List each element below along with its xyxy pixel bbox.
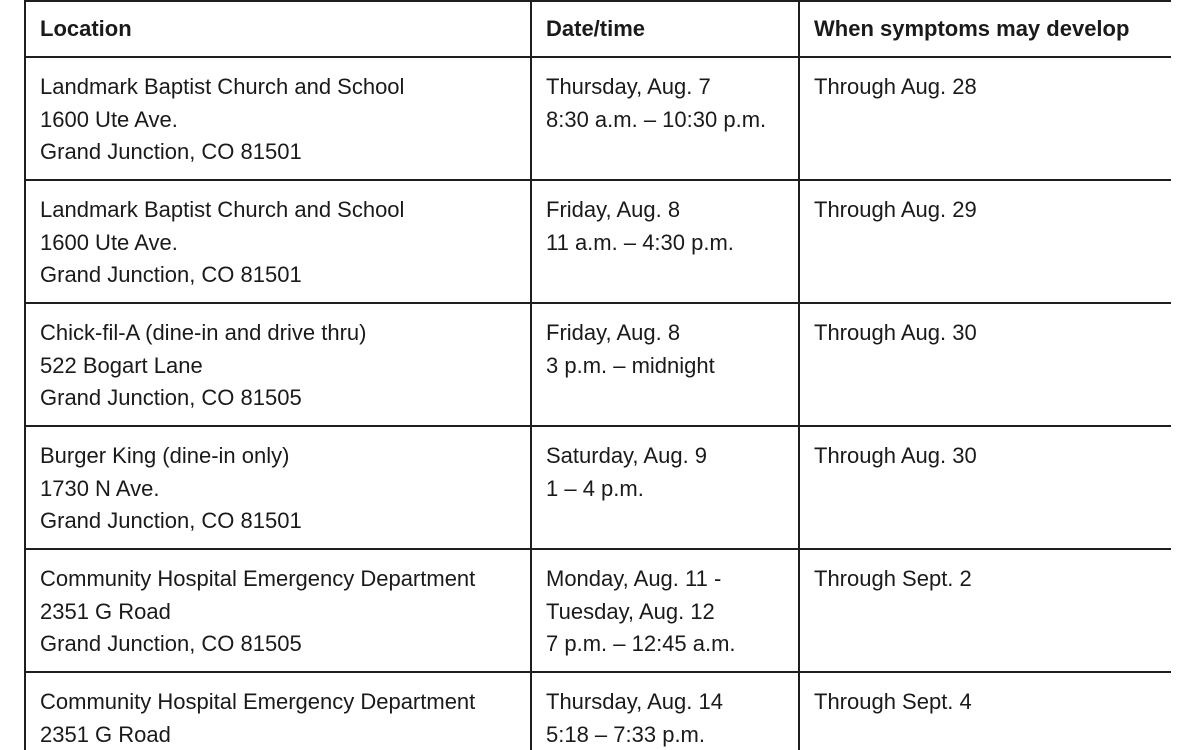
- header-datetime: Date/time: [531, 1, 799, 57]
- cell-datetime: [531, 180, 799, 303]
- table-row: [25, 303, 1171, 426]
- cell-location: [25, 57, 531, 180]
- cell-datetime-line: 1 – 4 p.m.: [546, 475, 644, 501]
- cell-datetime-line: 5:18 – 7:33 p.m.: [546, 721, 705, 747]
- cell-symptoms: [799, 303, 1171, 426]
- cell-datetime-line: Saturday, Aug. 9: [546, 443, 708, 468]
- cell-location-line: 1600 Ute Ave.: [40, 106, 178, 132]
- table-row: [25, 672, 1171, 750]
- cell-datetime-line: Thursday, Aug. 7: [546, 74, 711, 99]
- cell-datetime: [531, 549, 799, 672]
- cell-location-line: Grand Junction, CO 81501: [40, 508, 302, 533]
- table-row: [25, 549, 1171, 672]
- cell-datetime: [531, 57, 799, 180]
- cell-symptoms-text: Through Aug. 28: [814, 74, 977, 99]
- table-header-row: [25, 1, 1171, 57]
- cell-datetime: [531, 303, 799, 426]
- header-symptoms: When symptoms may develop: [799, 1, 1171, 57]
- cell-location-line: 2351 G Road: [40, 721, 171, 747]
- cell-location-line: 1600 Ute Ave.: [40, 229, 178, 255]
- cell-location-line: Grand Junction, CO 81505: [40, 385, 302, 410]
- cell-location-line: Landmark Baptist Church and School: [40, 197, 405, 222]
- cell-symptoms-text: Through Aug. 30: [814, 443, 977, 468]
- cell-location-line: Burger King (dine-in only): [40, 443, 290, 468]
- cell-location: [25, 426, 531, 549]
- cell-location-line: 2351 G Road: [40, 598, 171, 624]
- cell-datetime-line: 7 p.m. – 12:45 a.m.: [546, 631, 736, 656]
- cell-symptoms: [799, 672, 1171, 750]
- exposure-table-container: [24, 0, 1171, 750]
- cell-location-line: Grand Junction, CO 81505: [40, 631, 302, 656]
- header-location: Location: [25, 1, 531, 57]
- cell-datetime-line: Tuesday, Aug. 12: [546, 598, 715, 624]
- table-body: [25, 57, 1171, 750]
- cell-symptoms-text: Through Aug. 30: [814, 320, 977, 345]
- cell-location-line: 1730 N Ave.: [40, 475, 160, 501]
- cell-location-line: Community Hospital Emergency Department: [40, 689, 476, 714]
- cell-symptoms-text: Through Sept. 4: [814, 689, 972, 714]
- cell-location: [25, 549, 531, 672]
- exposure-locations-table: [24, 0, 1171, 750]
- cell-location: [25, 303, 531, 426]
- cell-location-line: Landmark Baptist Church and School: [40, 74, 405, 99]
- cell-symptoms-text: Through Aug. 29: [814, 197, 977, 222]
- cell-location-line: Chick-fil-A (dine-in and drive thru): [40, 320, 367, 345]
- cell-symptoms: [799, 57, 1171, 180]
- table-row: [25, 426, 1171, 549]
- cell-datetime-line: 8:30 a.m. – 10:30 p.m.: [546, 106, 767, 132]
- cell-location-line: Community Hospital Emergency Department: [40, 566, 476, 591]
- table-row: [25, 57, 1171, 180]
- cell-datetime-line: Monday, Aug. 11 -: [546, 566, 722, 591]
- cell-datetime-line: Friday, Aug. 8: [546, 197, 681, 222]
- cell-datetime-line: 11 a.m. – 4:30 p.m.: [546, 229, 734, 255]
- cell-location: [25, 672, 531, 750]
- table-row: [25, 180, 1171, 303]
- cell-location-line: 522 Bogart Lane: [40, 352, 203, 378]
- cell-datetime-line: 3 p.m. – midnight: [546, 352, 715, 378]
- cell-location-line: Grand Junction, CO 81501: [40, 262, 302, 287]
- cell-symptoms: [799, 180, 1171, 303]
- cell-symptoms-text: Through Sept. 2: [814, 566, 972, 591]
- cell-datetime-line: Thursday, Aug. 14: [546, 689, 723, 714]
- cell-datetime-line: Friday, Aug. 8: [546, 320, 681, 345]
- cell-datetime: [531, 672, 799, 750]
- cell-location-line: Grand Junction, CO 81501: [40, 139, 302, 164]
- cell-datetime: [531, 426, 799, 549]
- cell-symptoms: [799, 426, 1171, 549]
- cell-location: [25, 180, 531, 303]
- cell-symptoms: [799, 549, 1171, 672]
